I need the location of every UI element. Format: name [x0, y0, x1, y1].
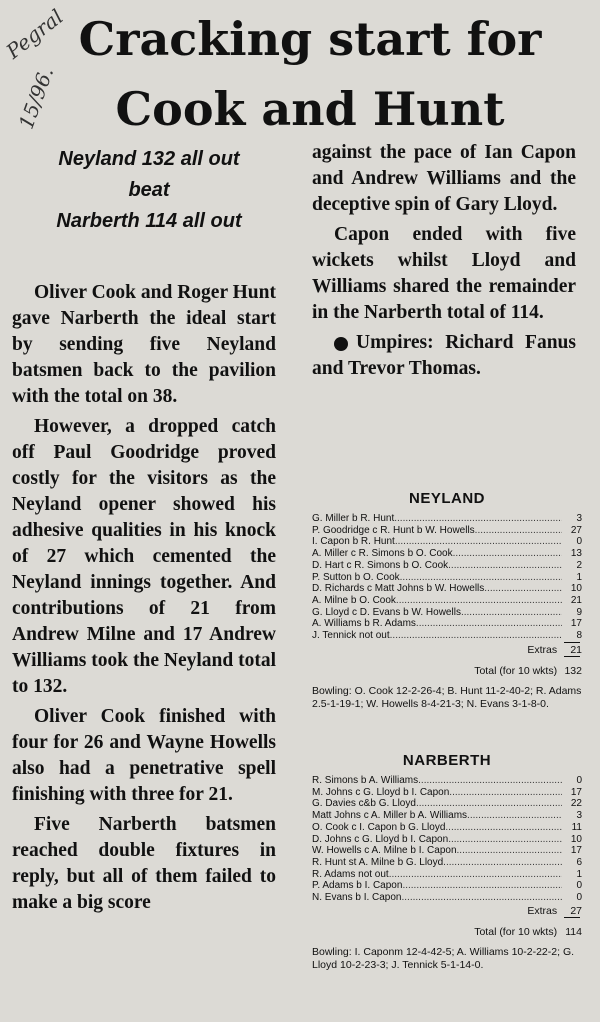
divider — [564, 917, 580, 918]
deck-line-3: Narberth 114 all out — [56, 210, 242, 232]
article-column-right — [312, 140, 576, 386]
runs-value: 3 — [576, 810, 582, 822]
runs-value: 10 — [570, 833, 582, 845]
batsman-dismissal: R. Adams not out — [312, 868, 389, 880]
batting-row — [312, 857, 582, 869]
total-label: Total (for 10 wkts) — [474, 925, 558, 938]
leader-dots — [416, 618, 562, 630]
total-value: 132 — [564, 664, 582, 677]
leader-dots — [402, 880, 562, 892]
headline-line-2: Cook and Hunt — [115, 82, 505, 136]
runs-value: 21 — [570, 594, 582, 606]
runs-value: 17 — [570, 786, 582, 798]
deck-line-2: beat — [128, 179, 170, 201]
runs-value: 9 — [576, 606, 582, 618]
leader-dots — [467, 810, 562, 822]
batsman-dismissal: P. Goodridge c R. Hunt b W. Howells — [312, 524, 475, 536]
umpires-paragraph — [312, 330, 576, 382]
runs-value: 3 — [576, 513, 582, 524]
paragraph: against the pace of Ian Capon and Andrew Williams and the deceptive spin of Gary Lloyd. — [312, 142, 576, 215]
batting-row — [312, 536, 582, 548]
runs-value: 11 — [571, 821, 582, 833]
batting-row — [312, 787, 582, 799]
batting-row — [312, 525, 582, 537]
narberth-scorecard — [312, 752, 582, 972]
batting-row — [312, 869, 582, 881]
handwritten-note: Pegral — [1, 4, 68, 64]
batting-row — [312, 583, 582, 595]
neyland-scorecard — [312, 490, 582, 711]
leader-dots — [395, 536, 562, 548]
runs-value: 1 — [576, 571, 582, 583]
batsman-dismissal: R. Hunt st A. Milne b G. Lloyd — [312, 856, 444, 868]
total-line — [312, 665, 582, 677]
batsman-dismissal: A. Miller c R. Simons b O. Cook — [312, 548, 453, 560]
leader-dots — [445, 822, 562, 834]
batting-row — [312, 607, 582, 619]
batting-row — [312, 880, 582, 892]
batsman-dismissal: G. Davies c&b G. Lloyd — [312, 798, 416, 810]
paragraph: Oliver Cook finished with four for 26 and Wayne Howells also had a penetrative spell finishing with three for 21. — [12, 706, 276, 805]
bowling-figures: Bowling: I. Caponm 12-4-42-5; A. Williams 10-2-22-2; G. Lloyd 10-2-23-3; J. Tennick 5-1-14-0. — [312, 945, 575, 971]
runs-value: 22 — [570, 798, 582, 810]
batsman-dismissal: M. Johns c G. Lloyd b I. Capon — [312, 786, 450, 798]
article-column-left — [12, 280, 276, 920]
batsman-dismissal: N. Evans b I. Capon — [312, 892, 402, 904]
runs-value: 0 — [576, 775, 582, 786]
batting-list — [312, 775, 582, 904]
batsman-dismissal: P. Adams b I. Capon — [312, 880, 403, 892]
leader-dots — [448, 834, 562, 846]
runs-value: 6 — [576, 856, 582, 868]
batting-row — [312, 845, 582, 857]
paragraph: Capon ended with five wickets whilst Lloyd and Williams shared the remainder in the Narberth total of 114. — [312, 224, 576, 323]
handwritten-date: 15/96. — [13, 63, 59, 133]
leader-dots — [443, 857, 562, 869]
leader-dots — [396, 595, 562, 607]
batting-row — [312, 560, 582, 572]
scorecard-title: NARBERTH — [402, 752, 492, 769]
extras-line — [312, 644, 582, 656]
batting-row — [312, 892, 582, 904]
runs-value: 10 — [570, 583, 582, 595]
batting-row — [312, 798, 582, 810]
batting-row — [312, 834, 582, 846]
batting-row — [312, 775, 582, 787]
runs-value: 17 — [570, 618, 582, 630]
batsman-dismissal: J. Tennick not out — [312, 630, 390, 642]
extras-value: 27 — [570, 904, 582, 917]
divider — [564, 656, 580, 657]
leader-dots — [389, 869, 562, 881]
paragraph: Oliver Cook and Roger Hunt gave Narberth the ideal start by sending five Neyland batsmen back to the pavilion with the total on 38. — [12, 282, 276, 407]
batsman-dismissal: A. Milne b O. Cook — [312, 594, 396, 606]
batting-row — [312, 572, 582, 584]
headline-line-1: Cracking start for — [78, 12, 542, 66]
batsman-dismissal: W. Howells c A. Milne b I. Capon — [312, 845, 457, 857]
leader-dots — [449, 787, 562, 799]
batsman-dismissal: Matt Johns c A. Miller b A. Williams — [312, 810, 468, 822]
total-value: 114 — [565, 925, 582, 938]
paragraph: However, a dropped catch off Paul Goodridge proved costly for the visitors as the Neyland opener showed his adhesive qualities in his knock of 27 which cemented the Neyland innings together. And contributions of 21 from Andrew Milne and 17 Andrew Williams took the Neyland total to 132. — [12, 416, 276, 697]
leader-dots — [418, 775, 562, 787]
leader-dots — [475, 525, 562, 537]
batsman-dismissal: A. Williams b R. Adams — [312, 618, 416, 630]
leader-dots — [484, 583, 562, 595]
paragraph: Five Narberth batsmen reached double fixtures in reply, but all of them failed to make a big score — [12, 814, 276, 913]
deck-line-1: Neyland 132 all out — [58, 148, 240, 170]
leader-dots — [453, 548, 562, 560]
batting-row — [312, 548, 582, 560]
extras-label: Extras — [527, 904, 558, 917]
batting-row — [312, 810, 582, 822]
batsman-dismissal: D. Hart c R. Simons b O. Cook — [312, 559, 449, 571]
batting-row — [312, 822, 582, 834]
leader-dots — [416, 798, 562, 810]
runs-value: 2 — [576, 559, 582, 571]
batsman-dismissal: D. Johns c G. Lloyd b I. Capon — [312, 833, 449, 845]
batting-list — [312, 513, 582, 642]
batsman-dismissal: I. Capon b R. Hunt — [312, 536, 395, 548]
runs-value: 27 — [570, 524, 582, 536]
result-deck — [14, 144, 284, 237]
bowling-figures: Bowling: O. Cook 12-2-26-4; B. Hunt 11-2-40-2; R. Adams 2.5-1-19-1; W. Howells 8-4-21-3; N. Evans 3-1-8-0. — [312, 684, 582, 710]
leader-dots — [457, 845, 562, 857]
headline — [30, 4, 590, 144]
leader-dots — [394, 513, 562, 525]
batsman-dismissal: G. Lloyd c D. Evans b W. Howells — [312, 606, 461, 618]
leader-dots — [402, 892, 563, 904]
bullet-icon — [334, 337, 348, 351]
leader-dots — [461, 607, 562, 619]
runs-value: 1 — [576, 868, 582, 880]
divider — [564, 642, 580, 643]
batting-row — [312, 630, 582, 642]
total-line — [312, 926, 582, 938]
batting-row — [312, 595, 582, 607]
extras-label: Extras — [527, 643, 558, 656]
runs-value: 8 — [576, 630, 582, 642]
batsman-dismissal: G. Miller b R. Hunt — [312, 513, 395, 524]
runs-value: 0 — [576, 536, 582, 548]
total-label: Total (for 10 wkts) — [474, 664, 558, 677]
batsman-dismissal: P. Sutton b O. Cook — [312, 571, 400, 583]
runs-value: 17 — [570, 845, 582, 857]
leader-dots — [390, 630, 562, 642]
batsman-dismissal: D. Richards c Matt Johns b W. Howells — [312, 583, 485, 595]
extras-value: 21 — [570, 643, 582, 656]
runs-value: 0 — [576, 892, 582, 904]
leader-dots — [448, 560, 562, 572]
batting-row — [312, 618, 582, 630]
runs-value: 0 — [576, 880, 582, 892]
batsman-dismissal: O. Cook c I. Capon b G. Lloyd — [312, 821, 446, 833]
umpires-text: Umpires: Richard Fanus and Trevor Thomas. — [312, 332, 576, 379]
scorecard-title: NEYLAND — [408, 490, 485, 507]
batsman-dismissal: R. Simons b A. Williams — [312, 775, 419, 786]
leader-dots — [400, 572, 562, 584]
batting-row — [312, 513, 582, 525]
extras-line — [312, 905, 582, 917]
runs-value: 13 — [570, 548, 582, 560]
